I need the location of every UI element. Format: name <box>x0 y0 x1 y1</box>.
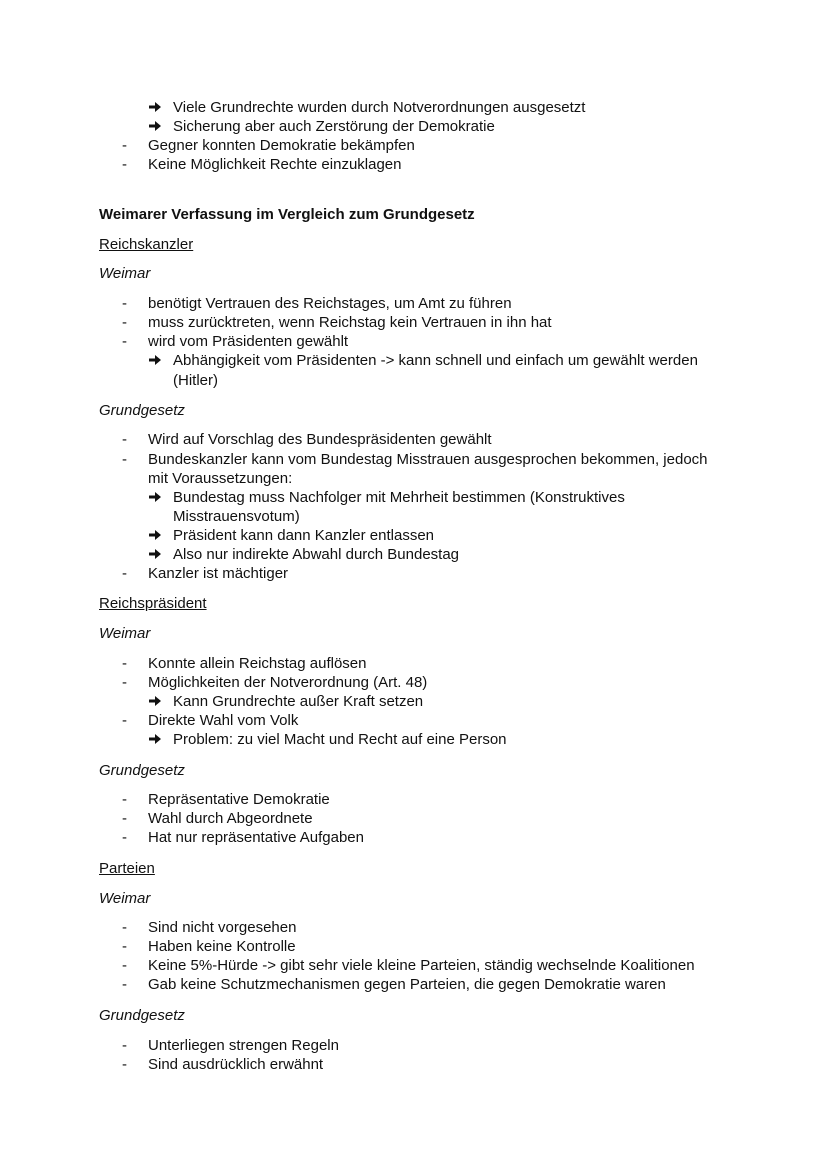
bullet-dash: - <box>122 333 127 350</box>
subheading-grundgesetz: Grundgesetz <box>99 1007 185 1024</box>
bullet-dash: - <box>122 712 127 729</box>
bullet-dash: - <box>122 431 127 448</box>
arrow-item-continuation: Misstrauensvotum) <box>173 508 300 525</box>
section-title-parteien: Parteien <box>99 860 155 877</box>
bullet-dash: - <box>122 810 127 827</box>
bullet-dash: - <box>122 1056 127 1073</box>
subheading-grundgesetz: Grundgesetz <box>99 402 185 419</box>
bullet-dash: - <box>122 137 127 154</box>
right-arrow-icon <box>148 526 162 545</box>
bullet-dash: - <box>122 1037 127 1054</box>
bullet-dash: - <box>122 655 127 672</box>
subheading-weimar: Weimar <box>99 265 151 282</box>
section-title-reichskanzler: Reichskanzler <box>99 236 194 253</box>
bullet-dash: - <box>122 314 127 331</box>
bullet-dash: - <box>122 976 127 993</box>
document-page: Viele Grundrechte wurden durch Notverordnungen ausgesetzt Sicherung aber auch Zerstörung der Demokratie - Gegner konnten Demokratie bekämpfen - Keine Möglichkeit Rechte einzuklagen Weimarer Verfassung im Vergleich zum Grundgesetz Reichskanzler Weimar - benötigt Vertrauen des Reichstages, um Amt zu führen - muss zurücktreten, wenn Reichstag kein Vertrauen in ihn hat - wird vom Präsidenten gewählt Abhängigkeit vom Präsidenten -> kann schnell und einfach um gewählt werden (Hitler) Grundgesetz - Wird auf Vorschlag des Bundespräsidenten gewählt - Bundeskanzler kann vom Bundestag Misstrauen ausgesprochen bekommen, jedoch mit Voraussetzungen: Bundestag muss Nachfolger mit Mehrheit bestimmen (Konstruktives Misstrauensvotum) Präsident kann dann Kanzler entlassen Also nur indirekte Abwahl durch Bundestag - Kanzler ist mächtiger Reichspräsident Weimar - Konnte allein Reichstag auflösen - Möglichkeiten der Notverordnung (Art. 48) Kann Grundrechte außer Kraft setzen - Direkte Wahl vom Volk Problem: zu viel Macht und Recht auf eine Person Grundgesetz - Repräsentative Demokratie - Wahl durch Abgeordnete - Hat nur repräsentative Aufgaben Parteien Weimar - Sind nicht vorgesehen - Haben keine Kontrolle - Keine 5%-Hürde -> gibt sehr viele kleine Parteien, ständig wechselnde Koalitionen - Gab keine Schutzmechanismen gegen Parteien, die gegen Demokratie waren Grundgesetz - Unterliegen strengen Regeln - Sind ausdrücklich erwähnt <box>99 99 708 1073</box>
bullet-dash: - <box>122 674 127 691</box>
right-arrow-icon <box>148 692 162 711</box>
bullet-dash: - <box>122 919 127 936</box>
subheading-grundgesetz: Grundgesetz <box>99 762 185 779</box>
bullet-dash: - <box>122 938 127 955</box>
list-item-continuation: mit Voraussetzungen: <box>148 470 293 487</box>
right-arrow-icon <box>148 98 162 117</box>
bullet-dash: - <box>122 295 127 312</box>
right-arrow-icon <box>148 351 162 370</box>
bullet-dash: - <box>122 829 127 846</box>
subheading-weimar: Weimar <box>99 890 151 907</box>
bullet-dash: - <box>122 451 127 468</box>
right-arrow-icon <box>148 117 162 136</box>
right-arrow-icon <box>148 488 162 507</box>
section-title-reichspraesident: Reichspräsident <box>99 595 207 612</box>
bullet-dash: - <box>122 156 127 173</box>
subheading-weimar: Weimar <box>99 625 151 642</box>
right-arrow-icon <box>148 730 162 749</box>
arrow-item-continuation: (Hitler) <box>173 372 218 389</box>
bullet-dash: - <box>122 957 127 974</box>
document-heading: Weimarer Verfassung im Vergleich zum Grundgesetz <box>99 206 475 223</box>
bullet-dash: - <box>122 565 127 582</box>
right-arrow-icon <box>148 545 162 564</box>
bullet-dash: - <box>122 791 127 808</box>
